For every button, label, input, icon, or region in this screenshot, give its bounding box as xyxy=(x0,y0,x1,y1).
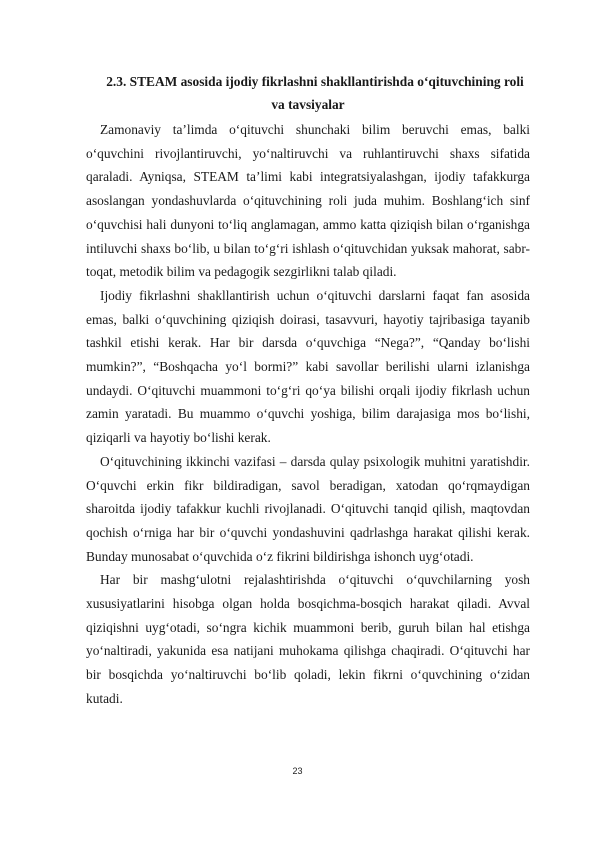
paragraph-psychological-environment: O‘qituvchining ikkinchi vazifasi – darsda qulay psixologik muhitni yaratishdir. O‘quvchi erkin fikr bildiradigan, savol beradigan, xatodan qo‘rqmaydigan sharoitda ijodiy tafakkur kuchli rivojlanadi. O‘qituvchi tanqid qilish, maqtovdan qochish o‘rniga har bir o‘quvchi yondashuvini qadrlashga harakat qilishi kerak. Bunday munosabat o‘quvchida o‘z fikrini bildirishga ishonch uyg‘otadi. xyxy=(86,453,530,564)
paragraph-teacher-role: Zamonaviy ta’limda o‘qituvchi shunchaki bilim beruvchi emas, balki o‘quvchini rivojlantiruvchi, yo‘naltiruvchi va ruhlantiruvchi shaxs sifatida qaraladi. Ayniqsa, STEAM ta’limi kabi integratsiyalashgan, ijodiy tafakkurga asoslangan yondashuvlarda o‘qituvchining roli juda muhim. Boshlang‘ich sinf o‘quvchisi hali dunyoni to‘liq anglamagan, ammo katta qiziqish bilan o‘rganishga intiluvchi shaxs bo‘lib, u bilan to‘g‘ri ishlash o‘qituvchidan yuksak mahorat, sabr-toqat, metodik bilim va pedagogik sezgirlikni talab qiladi. xyxy=(86,122,530,280)
paragraph-creative-thinking: Ijodiy fikrlashni shakllantirish uchun o‘qituvchi darslarni faqat fan asosida emas, balki o‘quvchining qiziqish doirasi, tasavvuri, hayotiy tajribasiga tayanib tashkil etishi kerak. Har bir darsda o‘quvchiga “Nega?”, “Qanday bo‘lishi mumkin?”, “Boshqacha yo‘l bormi?” kabi savollar berilishi ularni izlanishga undaydi. O‘qituvchi muammoni to‘g‘ri qo‘ya bilishi orqali ijodiy fikrlash uchun zamin yaratadi. Bu muammo o‘quvchi yoshiga, bilim darajasiga mos bo‘lishi, qiziqarli va hayotiy bo‘lishi kerak. xyxy=(86,287,530,446)
page-number: 23 xyxy=(292,766,303,776)
section-heading: 2.3. STEAM asosida ijodiy fikrlashni shakllantirishda o‘qituvchining roli va tavsiyalar xyxy=(106,74,524,112)
body-text xyxy=(86,118,530,711)
paragraph-lesson-planning: Har bir mashg‘ulotni rejalashtirishda o‘qituvchi o‘quvchilarning yosh xususiyatlarini hisobga olgan holda bosqichma-bosqich harakat qiladi. Avval qiziqishni uyg‘otadi, so‘ngra kichik muammoni berib, guruh bilan hal etishga yo‘naltiradi, yakunida esa natijani muhokama qilishga chaqiradi. O‘qituvchi har bir bosqichda yo‘naltiruvchi bo‘lib qoladi, lekin fikrni o‘quvchining o‘zidan kutadi. xyxy=(86,572,530,706)
